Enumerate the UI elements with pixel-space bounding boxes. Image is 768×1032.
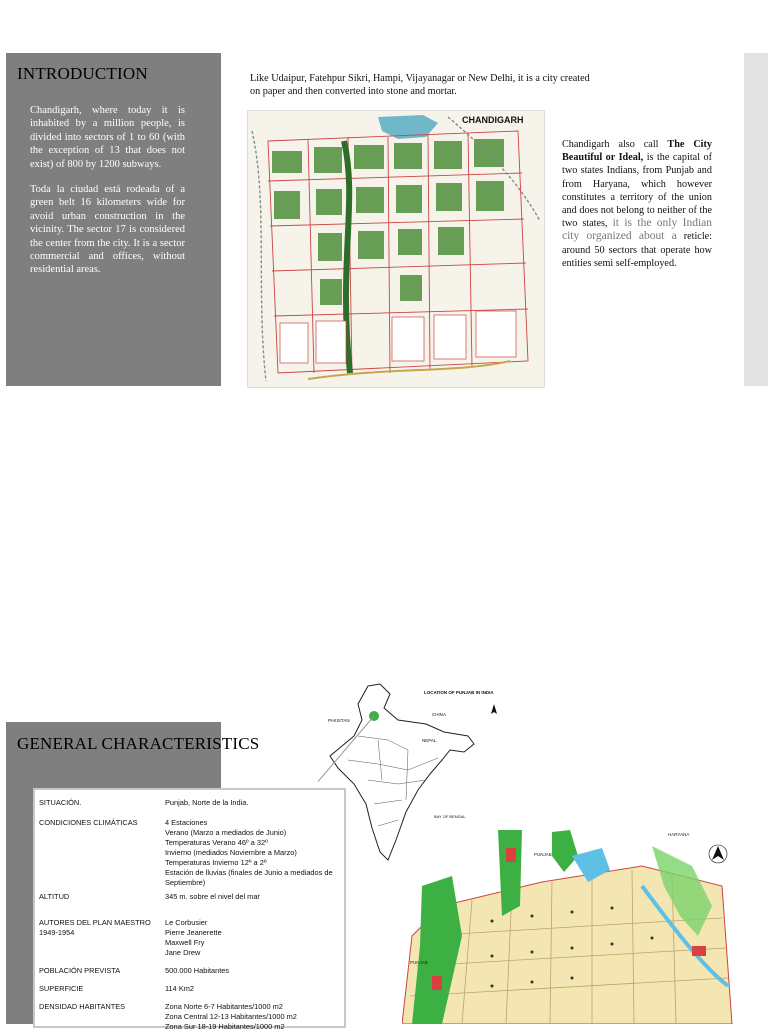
chandigarh-map-svg (248, 111, 544, 387)
row-value: Punjab, Norte de la India. (165, 798, 249, 807)
row-value: 114 Km2 (165, 984, 195, 993)
row-label: AUTORES DEL PLAN MAESTRO 1949-1954 (39, 918, 151, 937)
side-text (562, 138, 712, 270)
row-label: DENSIDAD HABITANTES (39, 1002, 126, 1011)
row-value: Le Corbusier Pierre Jeanerette Maxwell Fry Jane Drew (165, 918, 222, 957)
label-nepal: NEPAL (422, 738, 437, 743)
row-value: Zona Norte 6-7 Habitantes/1000 m2 Zona Central 12-13 Habitantes/1000 m2 Zona Sur 18-19 Habitantes/1000 m2 (165, 1002, 297, 1031)
label-china: CHINA (432, 712, 447, 717)
label-bay-of-bengal: BAY OF BENGAL (434, 814, 466, 819)
label-punjab-top: PUNJAB (534, 852, 552, 857)
regional-map (402, 826, 742, 1024)
intro-title: INTRODUCTION (17, 64, 148, 83)
side-text-bold: The City Beautiful or Ideal, (562, 139, 712, 164)
characteristics-table (33, 788, 346, 1031)
intro-text (30, 104, 185, 289)
row-label: SITUACIÓN. (39, 798, 82, 807)
intro-paragraph-1: Chandigarh, where today it is inhabited by a million people, is divided into sectors of 1 to 60 (with the exception of 13 that does not exist) of 800 by 1200 subways. (30, 105, 185, 170)
side-text-p2: reticle: around 50 sectors that operate how entities semi self-employed. (562, 231, 713, 269)
row-value: 500.000 Habitantes (165, 966, 230, 975)
row-label: ALTITUD (39, 892, 70, 901)
map-title: CHANDIGARH (462, 115, 524, 125)
label-haryana: HARYANA (668, 832, 690, 837)
intro-paragraph-2: Toda la ciudad está rodeada of a green belt 16 kilometers wide for avoid urban construction in the vicinity. The sector 17 is considered the center from the city. It is a sector commercial and offices, without residential areas. (30, 184, 185, 276)
row-value: 345 m. sobre el nivel del mar (165, 892, 260, 901)
side-text-p1: Chandigarh also call (562, 139, 659, 150)
row-value: 4 Estaciones Verano (Marzo a mediados de Junio) Temperaturas Verano 46º a 32º Invierno (mediados Noviembre a Marzo) Temperaturas Invierno 12º a 2º Estación de lluvias (finales de Junio a mediados de Septiembre) (165, 818, 333, 887)
india-location-label: LOCATION OF PUNJAB IN INDIA (424, 690, 494, 695)
side-text-gray: it is the only Indian city organized about a (562, 217, 712, 243)
chandigarh-map (247, 110, 545, 388)
side-text-p1-rest: is the capital of two states Indians, from Punjab and from Haryana, which however constitutes a territory of the union and does not belong to neither of the two states, (562, 152, 712, 230)
row-label: CONDICIONES CLIMÁTICAS (39, 818, 138, 827)
label-pakistan: PAKISTAN (328, 718, 350, 723)
top-paragraph: Like Udaipur, Fatehpur Sikri, Hampi, Vijayanagar or New Delhi, it is a city created on paper and then converted into stone and mortar. (250, 73, 590, 97)
label-punjab-left: PUNJAB (410, 960, 428, 965)
north-arrow-icon (491, 704, 497, 714)
general-title: GENERAL CHARACTERISTICS (17, 734, 260, 753)
right-strip-top (744, 53, 768, 386)
row-label: SUPERFICIE (39, 984, 84, 993)
regional-map-svg (402, 826, 742, 1024)
row-label: POBLACIÓN PREVISTA (39, 966, 121, 975)
